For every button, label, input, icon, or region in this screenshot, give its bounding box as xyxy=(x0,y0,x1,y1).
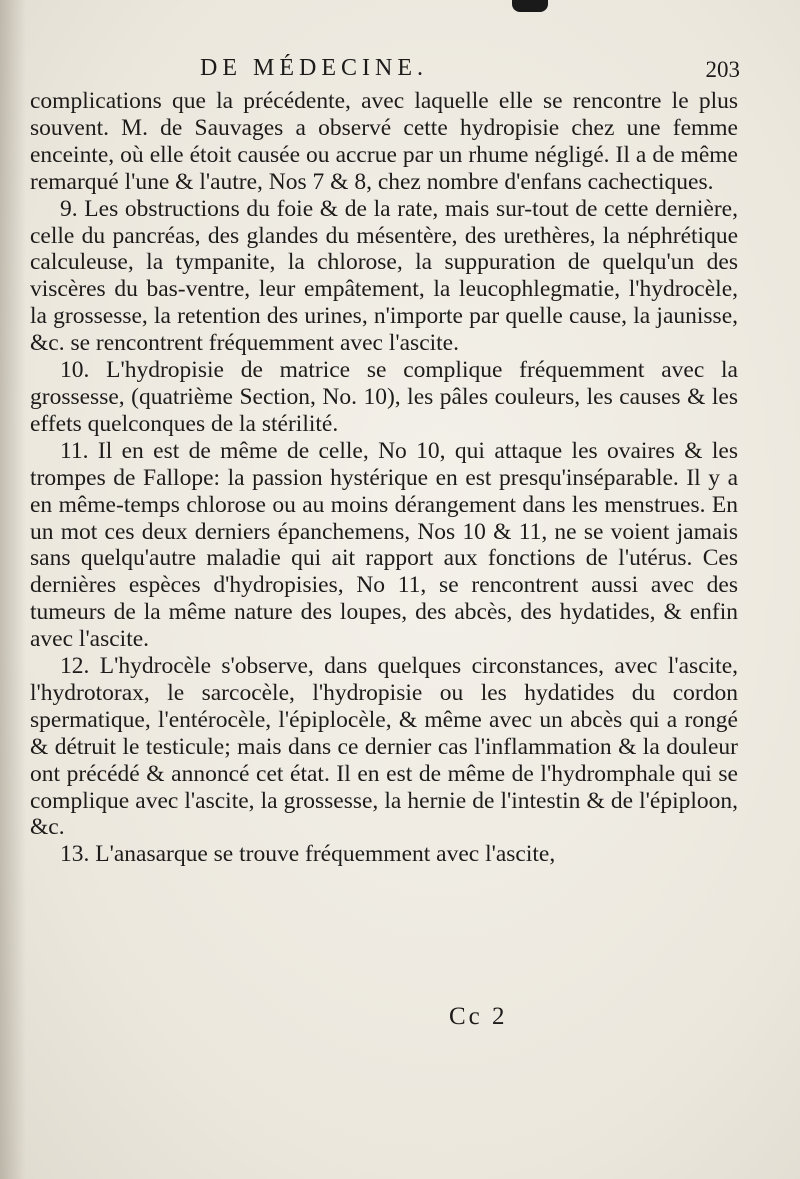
spine-shadow xyxy=(0,0,26,1179)
paragraph-9: 9. Les obstructions du foie & de la rate, mais sur-tout de cette dernière, celle du pancréas, des glandes du mésentère, des urethères, la néphrétique calculeuse, la tympanite, la chlorose, la suppuration de quelqu'un des viscères du bas-ventre, leur empâtement, la leucophlegmatie, l'hydrocèle, la grossesse, la retention des urines, n'importe par quelle cause, la jaunisse, &c. se rencontrent fréquemment avec l'ascite. xyxy=(30,195,738,357)
paragraph-10: 10. L'hydropisie de matrice se complique fréquemment avec la grossesse, (quatrième Section, No. 10), les pâles couleurs, les causes & les effets quelconques de la stérilité. xyxy=(30,357,738,437)
page-number: 203 xyxy=(705,57,740,82)
paragraph-12: 12. L'hydrocèle s'observe, dans quelques circonstances, avec l'ascite, l'hydrotorax, le sarcocèle, l'hydropisie ou les hydatides du cordon spermatique, l'entérocèle, l'épiplocèle, & même avec un abcès qui a rongé & détruit le testicule; mais dans ce dernier cas l'inflammation & la douleur ont précédé & annoncé cet état. Il en est de même de l'hydromphale qui se complique avec l'ascite, la grossesse, la hernie de l'intestin & de l'épiploon, &c. xyxy=(30,653,738,841)
page-header xyxy=(0,55,800,89)
signature-mark: Cc 2 xyxy=(449,1003,508,1030)
paragraph-11: 11. Il en est de même de celle, No 10, qui attaque les ovaires & les trompes de Fallope: la passion hystérique en est presqu'inséparable. Il y a en même-temps chlorose ou au moins dérangement dans les menstrues. En un mot ces deux derniers épanchemens, Nos 10 & 11, ne se voient jamais sans quelqu'autre maladie qui ait rapport aux fonctions de l'utérus. Ces dernières espèces d'hydropisies, No 11, se rencontrent aussi avec des tumeurs de la même nature des loupes, des abcès, des hydatides, & enfin avec l'ascite. xyxy=(30,437,738,653)
ink-blot xyxy=(512,0,548,12)
paragraph-13: 13. L'anasarque se trouve fréquemment avec l'ascite, xyxy=(60,841,556,868)
running-head: DE MÉDECINE. xyxy=(200,55,428,81)
body-text xyxy=(30,88,738,868)
paragraph-continuation: complications que la précédente, avec laquelle elle se rencontre le plus souvent. M. de Sauvages a observé cette hydropisie chez une femme enceinte, où elle étoit causée ou accrue par un rhume négligé. Il a de même remarqué l'une & l'autre, Nos 7 & 8, chez nombre d'enfans cachectiques. xyxy=(30,88,738,195)
